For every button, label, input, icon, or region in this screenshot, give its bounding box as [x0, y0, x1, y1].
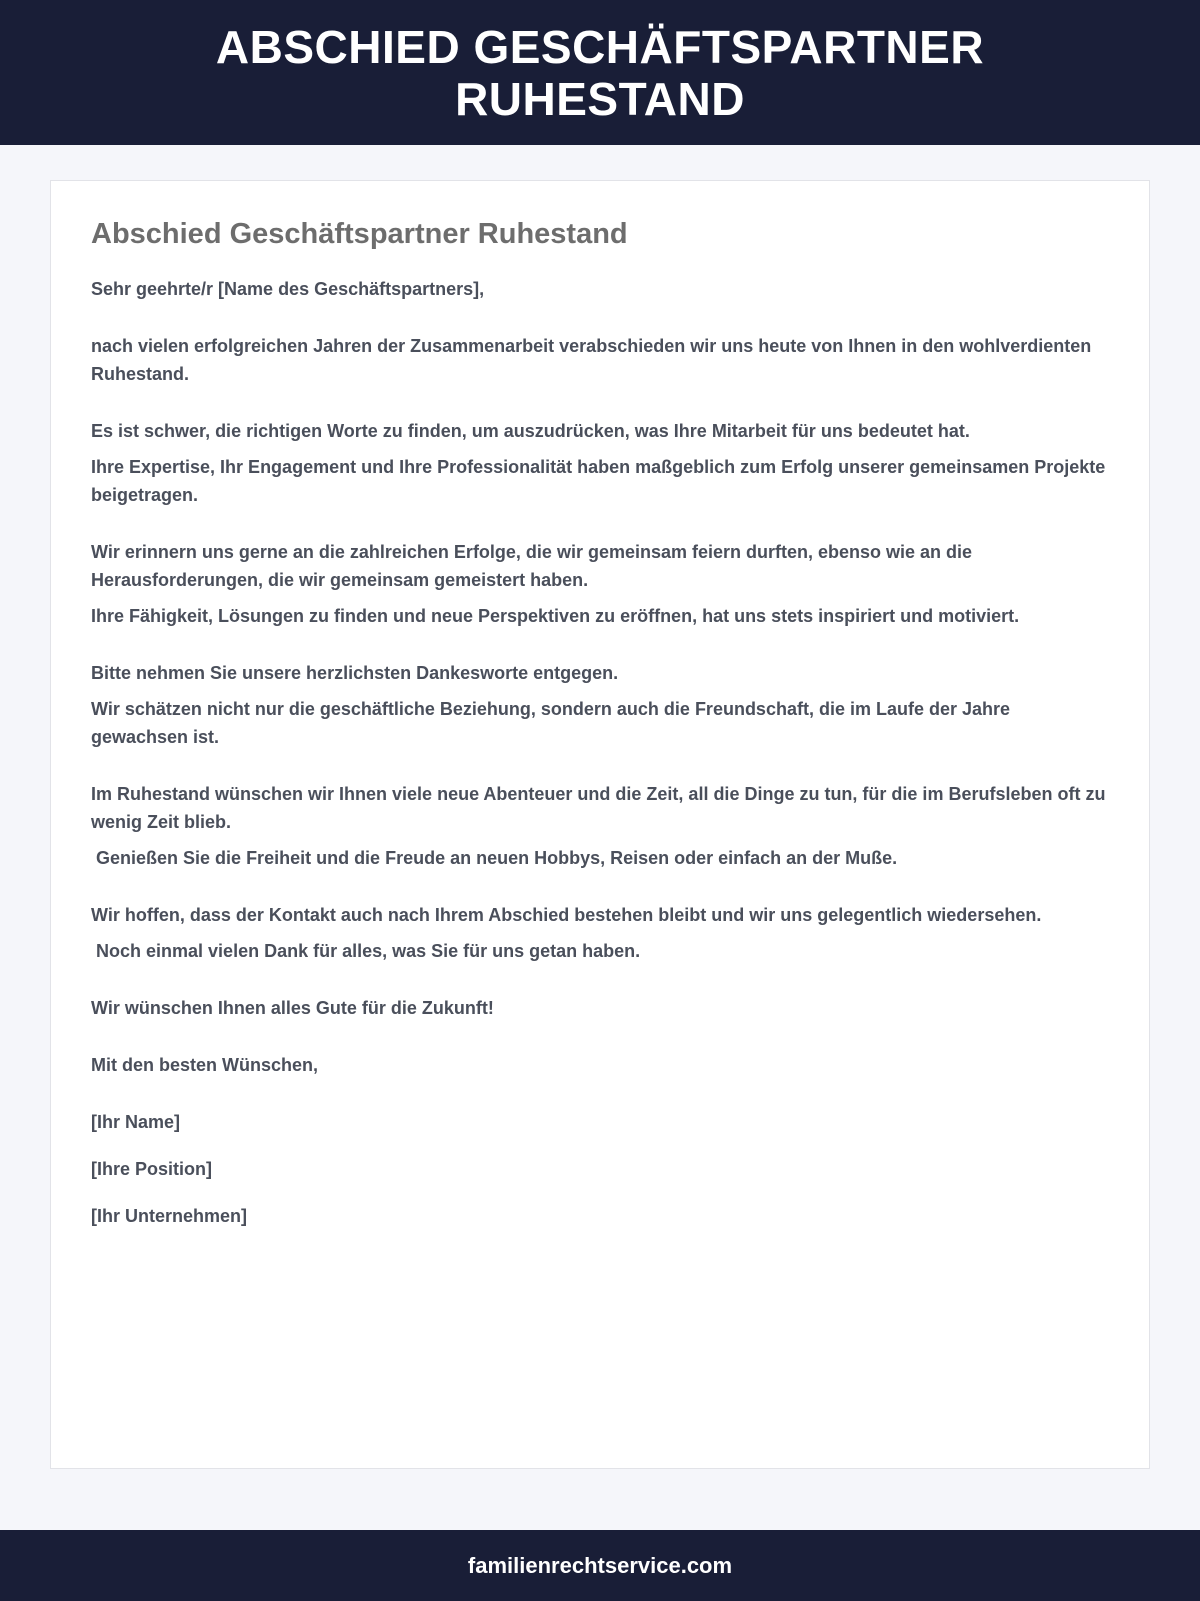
- letter-paragraph: nach vielen erfolgreichen Jahren der Zusammenarbeit verabschieden wir uns heute von Ihnen in den wohlverdienten Ruhestand.: [91, 336, 1097, 384]
- letter-paragraph: Wir erinnern uns gerne an die zahlreichen Erfolge, die wir gemeinsam feiern durften, ebenso wie an die Herausforderungen, die wir gemeinsam gemeistert haben.: [91, 542, 978, 590]
- signature-line: [Ihr Unternehmen]: [91, 1206, 248, 1226]
- letter-heading: Abschied Geschäftspartner Ruhestand: [91, 218, 628, 250]
- letter-paragraph: Genießen Sie die Freiheit und die Freude an neuen Hobbys, Reisen oder einfach an der Muße.: [91, 848, 898, 868]
- signature-line: [Ihre Position]: [91, 1159, 212, 1179]
- letter-paragraph: Noch einmal vielen Dank für alles, was Sie für uns getan haben.: [91, 941, 641, 961]
- page-footer: [0, 1530, 1200, 1601]
- letter-paragraph: Sehr geehrte/r [Name des Geschäftspartners],: [91, 279, 485, 299]
- letter-paragraph: Im Ruhestand wünschen wir Ihnen viele neue Abenteuer und die Zeit, all die Dinge zu tun, für die im Berufsleben oft zu wenig Zeit blieb.: [91, 784, 1111, 832]
- letter-paragraph: Ihre Fähigkeit, Lösungen zu finden und neue Perspektiven zu eröffnen, hat uns stets inspiriert und motiviert.: [91, 606, 1020, 626]
- letter-paragraph: Wir wünschen Ihnen alles Gute für die Zukunft!: [91, 998, 494, 1018]
- letter-card: [50, 180, 1150, 1469]
- letter-body: [91, 275, 1109, 1079]
- letter-paragraph: Wir schätzen nicht nur die geschäftliche Beziehung, sondern auch die Freundschaft, die im Laufe der Jahre gewachsen ist.: [91, 699, 1016, 747]
- page-title: ABSCHIED GESCHÄFTSPARTNER RUHESTAND: [215, 21, 985, 125]
- page-header: [0, 0, 1200, 145]
- letter-paragraph: Es ist schwer, die richtigen Worte zu finden, um auszudrücken, was Ihre Mitarbeit für uns bedeutet hat.: [91, 421, 970, 441]
- letter-paragraph: Bitte nehmen Sie unsere herzlichsten Dankesworte entgegen.: [91, 663, 619, 683]
- letter-paragraph: Mit den besten Wünschen,: [91, 1055, 319, 1075]
- footer-site-link[interactable]: familienrechtservice.com: [467, 1552, 733, 1578]
- letter-paragraph: Wir hoffen, dass der Kontakt auch nach Ihrem Abschied bestehen bleibt und wir uns gelegentlich wiedersehen.: [91, 905, 1042, 925]
- signature-block: [91, 1108, 1109, 1230]
- letter-paragraph: Ihre Expertise, Ihr Engagement und Ihre Professionalität haben maßgeblich zum Erfolg unserer gemeinsamen Projekte beigetragen.: [91, 457, 1111, 505]
- main-content: [0, 145, 1200, 1530]
- signature-line: [Ihr Name]: [91, 1112, 181, 1132]
